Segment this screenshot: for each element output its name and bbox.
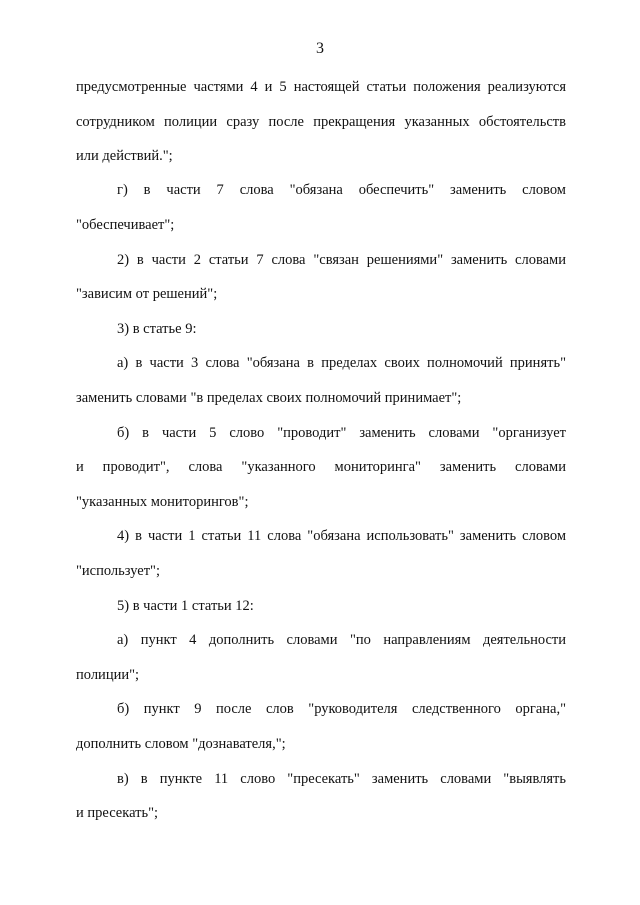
text-line: г) в части 7 слова "обязана обеспечить" заменить словом [117, 182, 566, 198]
text-line: 2) в части 2 статьи 7 слова "связан решениями" заменить словами [117, 252, 566, 268]
text-line: в) в пункте 11 слово "пресекать" заменить словами "выявлять [117, 771, 566, 787]
text-line: и пресекать"; [76, 805, 159, 821]
text-line: заменить словами "в пределах своих полномочий принимает"; [76, 390, 462, 406]
text-line: сотрудником полиции сразу после прекращения указанных обстоятельств [76, 114, 566, 130]
text-line: б) в части 5 слово "проводит" заменить словами "организует [117, 425, 566, 441]
text-line: б) пункт 9 после слов "руководителя следственного органа," [117, 701, 566, 717]
text-line: и проводит", слова "указанного мониторинга" заменить словами [76, 459, 566, 475]
text-line: полиции"; [76, 667, 140, 683]
text-line: "указанных мониторингов"; [76, 494, 249, 510]
text-line: "использует"; [76, 563, 160, 579]
text-line: или действий."; [76, 148, 173, 164]
text-line: 3) в статье 9: [117, 321, 197, 337]
text-line: дополнить словом "дознавателя,"; [76, 736, 286, 752]
text-line: "зависим от решений"; [76, 286, 218, 302]
text-line: а) пункт 4 дополнить словами "по направлениям деятельности [117, 632, 566, 648]
text-line: 5) в части 1 статьи 12: [117, 598, 254, 614]
text-line: "обеспечивает"; [76, 217, 175, 233]
text-line: 4) в части 1 статьи 11 слова "обязана использовать" заменить словом [117, 528, 566, 544]
text-line: а) в части 3 слова "обязана в пределах своих полномочий принять" [117, 355, 566, 371]
text-line: предусмотренные частями 4 и 5 настоящей статьи положения реализуются [76, 79, 566, 95]
page-number: 3 [316, 40, 324, 57]
